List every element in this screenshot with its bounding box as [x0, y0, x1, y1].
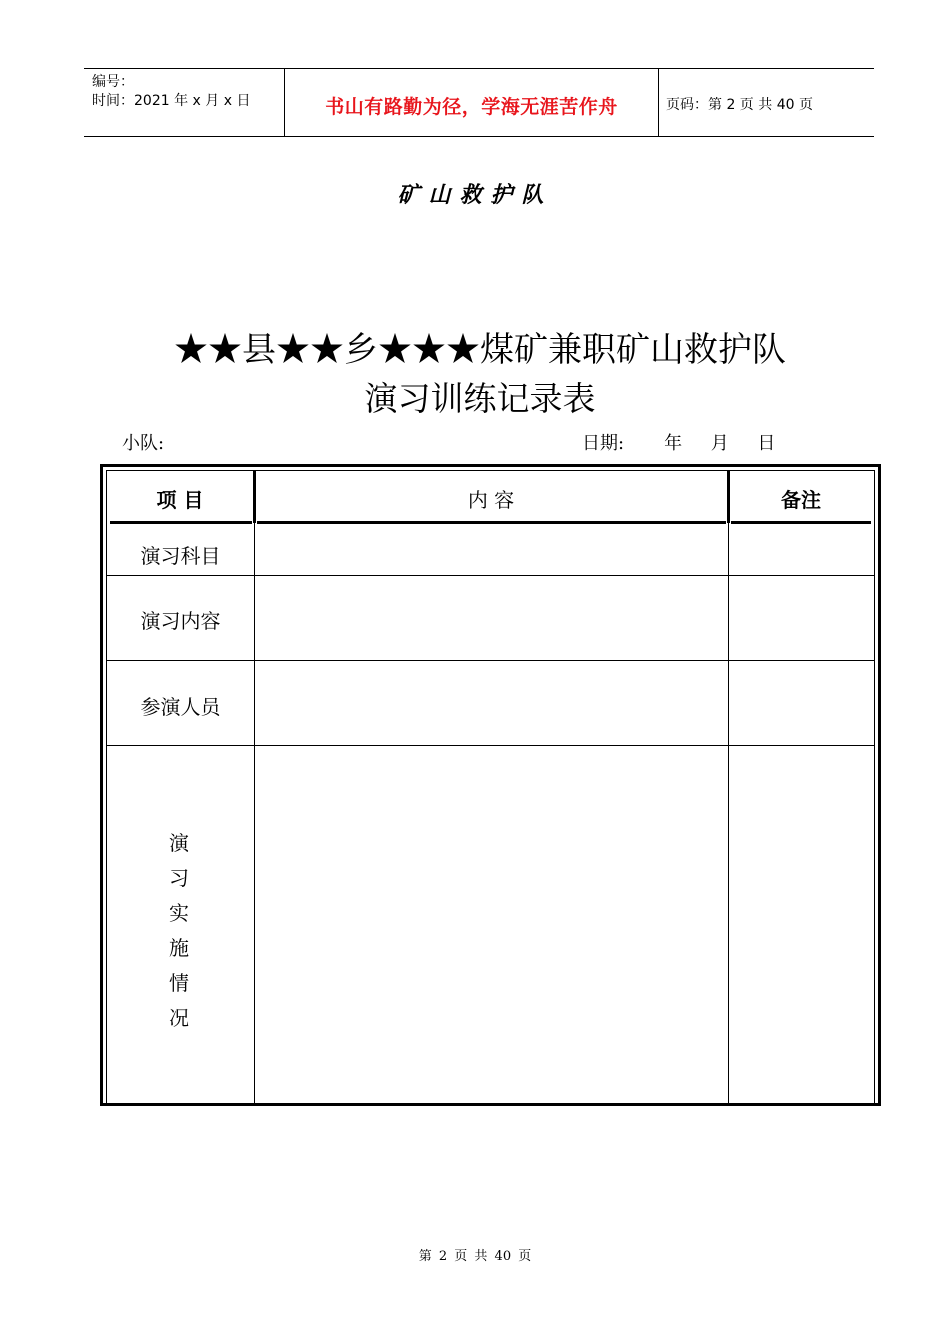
header-rule [257, 521, 726, 524]
header-divider [658, 69, 659, 136]
column-divider [254, 523, 255, 1103]
form-title: ★★县★★乡★★★煤矿兼职矿山救护队 [174, 330, 786, 370]
time-label: 时间：2021 年 x 月 x 日 [92, 93, 251, 109]
document-header [84, 68, 874, 137]
team-label: 小队: [122, 433, 165, 454]
record-table [100, 464, 881, 1106]
row-divider [107, 745, 874, 746]
row-label-participants: 参演人员 [140, 695, 221, 719]
page-footer: 第 2 页 共 40 页 [418, 1249, 532, 1264]
header-content: 内 容 [467, 488, 515, 512]
header-rule [110, 521, 252, 524]
header-remarks: 备注 [781, 488, 821, 512]
brigade-title: 矿山救护队 [397, 182, 553, 208]
date-line: 日期: 年 月 日 [582, 433, 776, 454]
header-item: 项 目 [156, 488, 204, 512]
record-table-inner [106, 470, 875, 1103]
header-rule [731, 521, 871, 524]
vertical-char: 情 [169, 971, 189, 995]
header-motto: 书山有路勤为径，学海无涯苦作舟 [325, 96, 618, 118]
row-label-drill-implementation [164, 826, 194, 1036]
column-divider [727, 471, 730, 523]
form-subtitle: 演习训练记录表 [364, 379, 596, 418]
header-meta [92, 73, 250, 111]
row-label-drill-content: 演习内容 [140, 609, 221, 633]
serial-number-label: 编号： [92, 74, 134, 90]
vertical-char: 况 [169, 1006, 189, 1030]
vertical-char: 习 [169, 866, 189, 890]
row-label-drill-subject: 演习科目 [140, 544, 221, 568]
vertical-char: 实 [169, 901, 189, 925]
column-divider [728, 523, 729, 1103]
row-divider [107, 660, 874, 661]
vertical-char: 施 [169, 936, 189, 960]
header-page-info: 页码：第 2 页 共 40 页 [666, 97, 813, 113]
vertical-char: 演 [169, 831, 189, 855]
row-divider [107, 575, 874, 576]
